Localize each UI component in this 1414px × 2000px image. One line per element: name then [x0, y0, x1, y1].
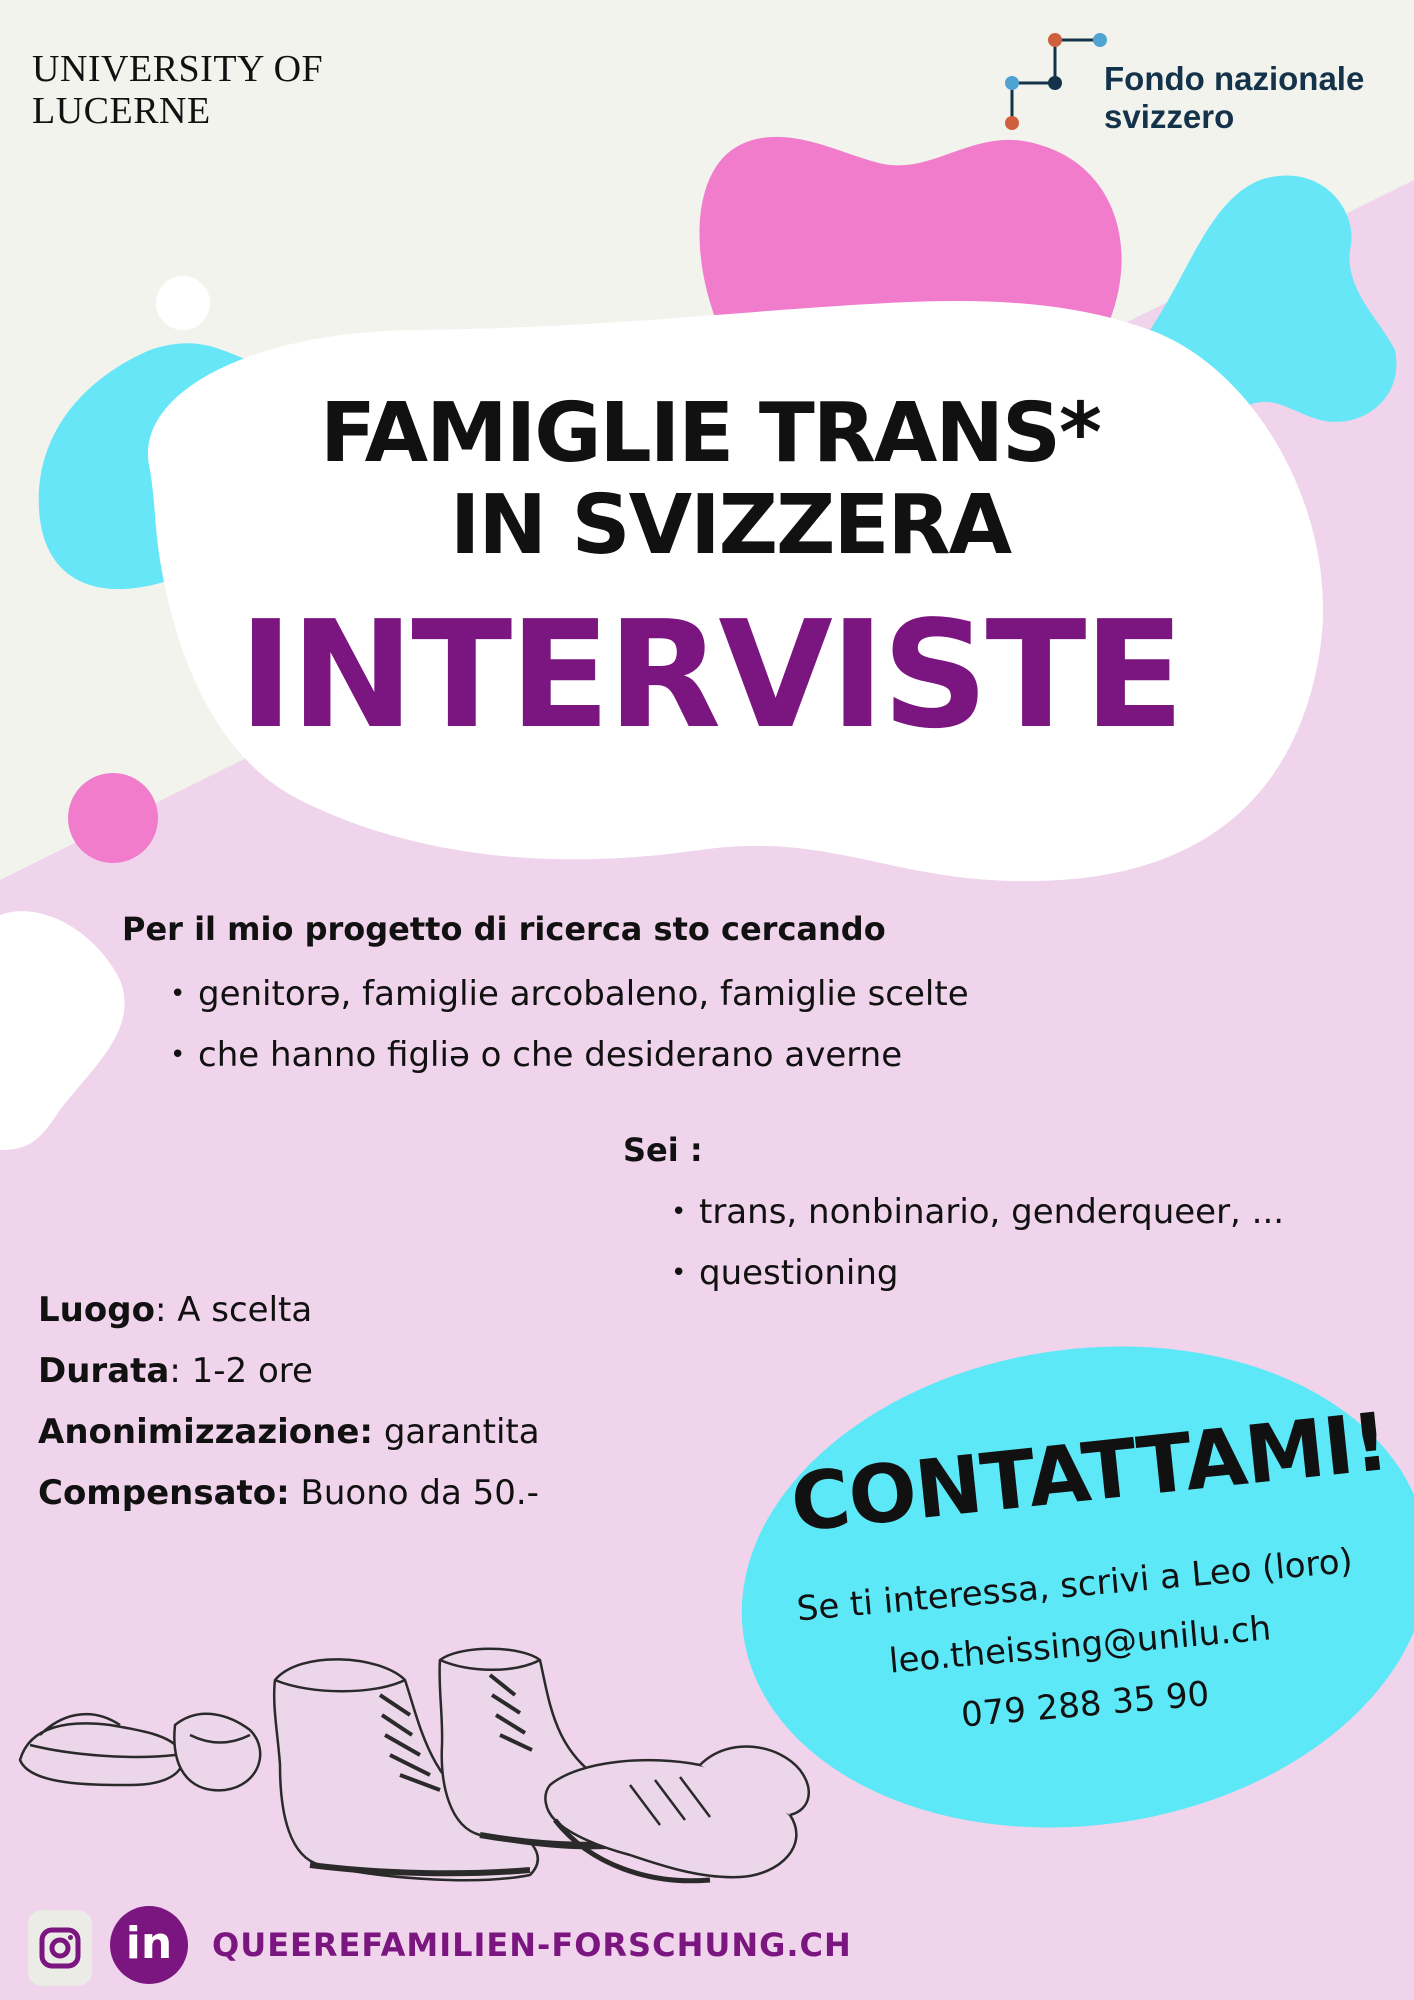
seeking-list: [164, 964, 969, 1086]
interview-details: [38, 1280, 540, 1524]
linkedin-icon[interactable]: [110, 1906, 188, 1984]
intro-text: Per il mio progetto di ricerca sto cercando: [122, 910, 886, 948]
detail-value: A scelta: [177, 1290, 313, 1330]
detail-row-compensation: [38, 1463, 540, 1524]
detail-separator: :: [154, 1290, 178, 1330]
detail-label: Luogo: [38, 1290, 155, 1330]
contact-phone[interactable]: 079 288 35 90: [959, 1674, 1211, 1736]
detail-separator: [290, 1473, 301, 1513]
pink-dot: [68, 773, 158, 863]
funder-name: [1104, 60, 1364, 136]
detail-label: Durata: [38, 1351, 170, 1391]
identity-list: [665, 1182, 1284, 1304]
shoes-illustration-icon: [10, 1585, 890, 1895]
detail-label: Compensato:: [38, 1473, 290, 1513]
snf-logo-icon: [1000, 28, 1110, 138]
detail-label: Anonimizzazione:: [38, 1412, 374, 1452]
linkedin-label: in: [125, 1918, 173, 1969]
headline-main: INTERVISTE: [238, 589, 1182, 761]
list-item: • questioning: [665, 1243, 1284, 1304]
university-line-2: LUCERNE: [32, 90, 211, 132]
funder-line-2: svizzero: [1104, 98, 1235, 135]
detail-value: 1-2 ore: [191, 1351, 313, 1391]
detail-row-anonymization: [38, 1402, 540, 1463]
funder-line-1: Fondo nazionale: [1104, 60, 1365, 97]
contact-title: CONTATTAMI!: [786, 1394, 1393, 1551]
white-dot: [156, 276, 210, 330]
university-logo: [32, 48, 323, 132]
detail-row-duration: [38, 1341, 540, 1402]
instagram-glyph-icon: [28, 1910, 92, 1986]
contact-line-intro: Se ti interessa, scrivi a Leo (loro): [795, 1541, 1355, 1630]
contact-email-link[interactable]: leo.theissing@unilu.ch: [887, 1608, 1273, 1682]
headline-line-1: FAMIGLIE TRANS*: [320, 386, 1100, 481]
instagram-icon[interactable]: [28, 1910, 92, 1986]
list-item: • che hanno figliə o che desiderano averne: [164, 1025, 969, 1086]
detail-value: Buono da 50.-: [300, 1473, 539, 1513]
website-link[interactable]: QUEEREFAMILIEN-FORSCHUNG.CH: [212, 1926, 852, 1964]
detail-value: garantita: [383, 1412, 540, 1452]
list-item: • genitorə, famiglie arcobaleno, famiglie scelte: [164, 964, 969, 1025]
detail-separator: :: [169, 1351, 192, 1391]
list-item: • trans, nonbinario, genderqueer, ...: [665, 1182, 1284, 1243]
detail-separator: [373, 1412, 384, 1452]
sei-label: Sei :: [623, 1131, 703, 1169]
headline-line-2: IN SVIZZERA: [449, 478, 1011, 573]
detail-row-location: [38, 1280, 540, 1341]
university-line-1: UNIVERSITY OF: [32, 48, 324, 90]
